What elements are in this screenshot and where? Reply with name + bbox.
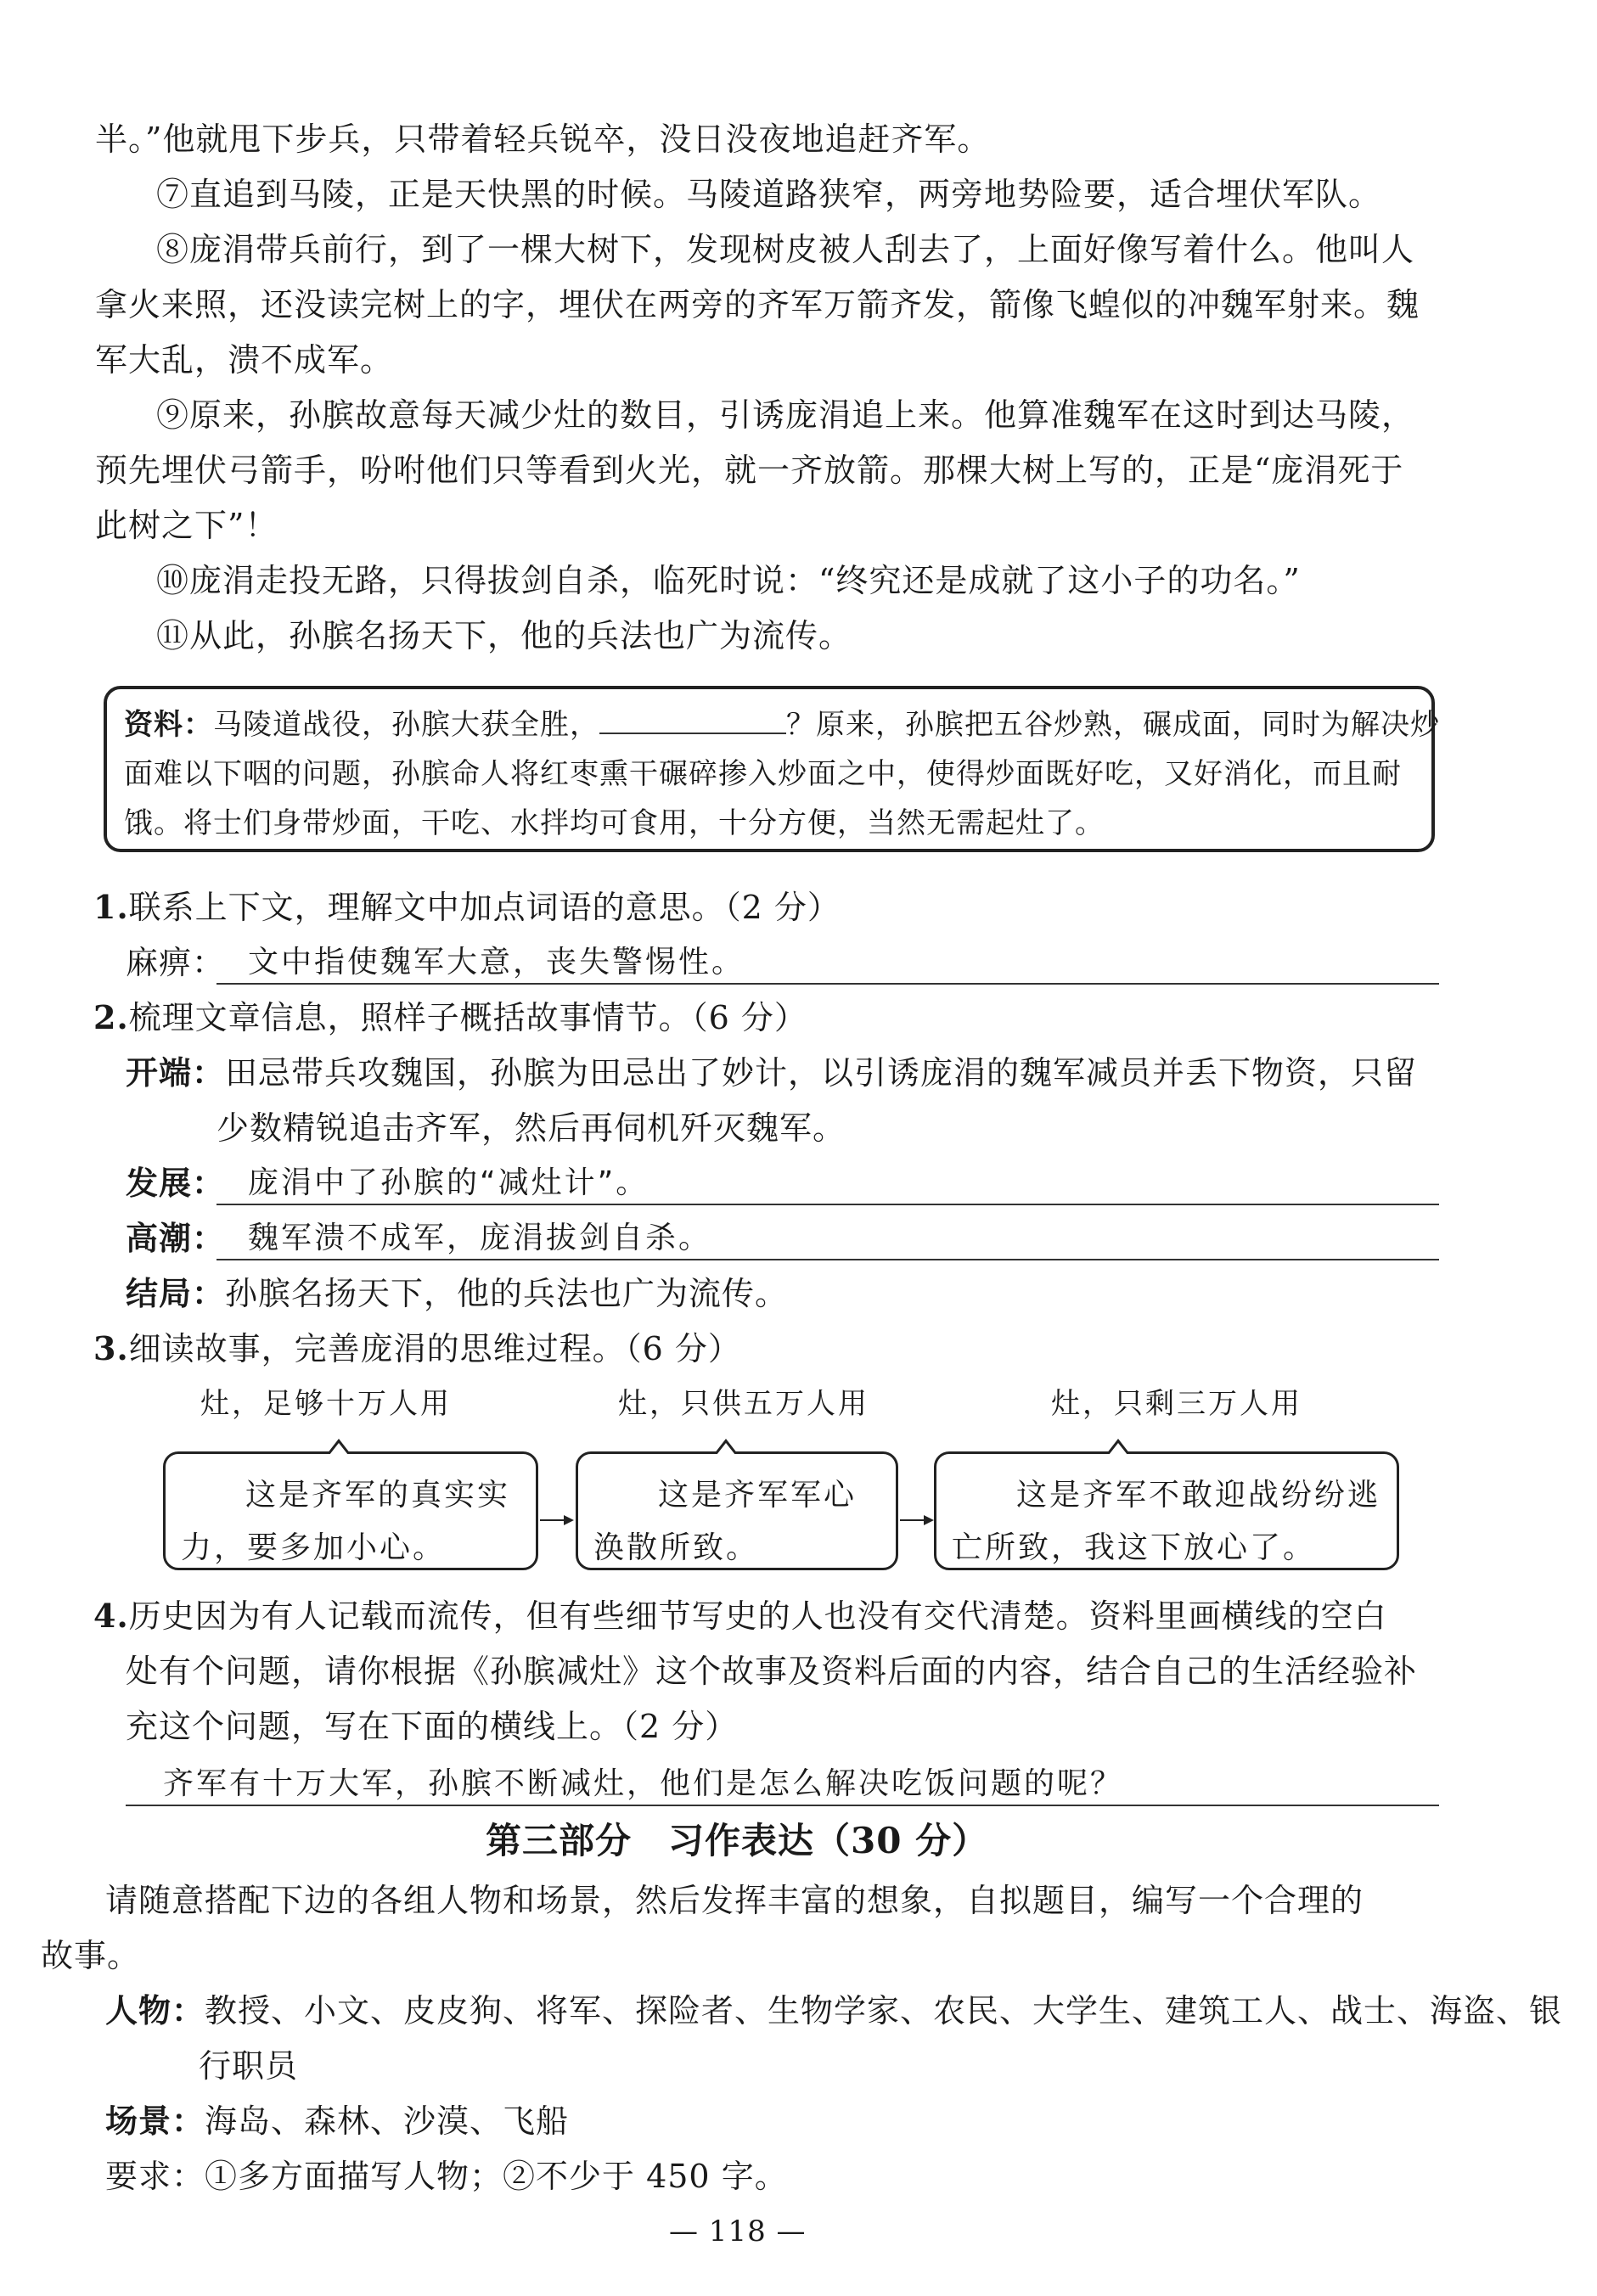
thought-answer-3: 这是齐军不敢迎战纷纷逃亡所致，我这下放心了。 [952, 1478, 1381, 1565]
climax-answer: 魏军溃不成军，庞涓拔剑自杀。 [248, 1221, 712, 1255]
question-4-line-2: 处有个问题，请你根据《孙膑减灶》这个故事及资料后面的内容，结合自己的生活经验补 [126, 1653, 1418, 1690]
scene-label: 场景： [105, 2102, 205, 2140]
thought-text-3 [952, 1469, 1385, 1575]
start-text: 田忌带兵攻魏国，孙膑为田忌出了妙计，以引诱庞涓的魏军减员并丢下物资，只留 [225, 1054, 1418, 1092]
stove-cue-3: 灶，只剩三万人用 [1051, 1387, 1302, 1421]
writing-intro: 请随意搭配下边的各组人物和场景，然后发挥丰富的想象，自拟题目，编写一个合理的 [105, 1882, 1364, 1919]
question-1 [93, 887, 841, 928]
question-text: 历史因为有人记载而流传，但有些细节写史的人也没有交代清楚。资料里画横线的空白 [128, 1597, 1387, 1635]
q1-label: 麻痹： [126, 944, 226, 981]
stove-cue-2: 灶，只供五万人用 [618, 1387, 869, 1421]
material-text: 马陵道战役，孙膑大获全胜， [213, 708, 599, 742]
thought-box-2 [576, 1451, 898, 1570]
question-text: 梳理文章信息，照样子概括故事情节。（6 分） [128, 999, 807, 1036]
material-label: 资料： [124, 708, 213, 742]
flow-arrow-icon [900, 1519, 932, 1521]
q2-ending [126, 1273, 788, 1314]
thought-answer-1: 这是齐军的真实实力，要多加小心。 [181, 1478, 511, 1565]
material-box [104, 686, 1440, 852]
stove-cue-1: 灶，足够十万人用 [200, 1387, 452, 1421]
part-3-title: 第三部分 习作表达（30 分） [486, 1820, 989, 1861]
question-number: 2. [93, 998, 129, 1036]
people-list-cont: 行职员 [199, 2047, 299, 2085]
writing-requirements: 要求：①多方面描写人物；②不少于 450 字。 [105, 2158, 788, 2195]
thought-text-1 [181, 1469, 524, 1575]
story-line: 此树之下”！ [95, 507, 278, 544]
start-label: 开端： [126, 1053, 226, 1092]
story-line: 军大乱，溃不成军。 [95, 341, 394, 379]
answer-underline [216, 983, 1439, 985]
answer-underline [216, 1204, 1439, 1205]
ending-text: 孙膑名扬天下，他的兵法也广为流传。 [225, 1275, 789, 1312]
question-3 [93, 1328, 741, 1369]
q4-answer: 齐军有十万大军，孙膑不断减灶，他们是怎么解决吃饭问题的呢？ [163, 1766, 1124, 1801]
material-line-1 [124, 701, 1440, 749]
story-paragraph-7: ⑦直追到马陵，正是天快黑的时候。马陵道路狭窄，两旁地势险要，适合埋伏军队。 [156, 176, 1382, 213]
people-list [105, 1990, 1562, 2031]
question-text: 联系上下文，理解文中加点词语的意思。（2 分） [128, 889, 841, 926]
development-answer: 庞涓中了孙膑的“减灶计”。 [248, 1165, 649, 1200]
story-paragraph-11: ⑪从此，孙膑名扬天下，他的兵法也广为流传。 [156, 617, 852, 654]
thought-box-1 [163, 1451, 538, 1570]
q1-answer: 文中指使魏军大意，丧失警惕性。 [248, 945, 745, 980]
material-blank [599, 704, 786, 734]
question-number: 3. [93, 1329, 129, 1367]
story-line: 半。”他就甩下步兵，只带着轻兵锐卒，没日没夜地追赶齐军。 [95, 121, 991, 158]
flow-arrow-icon [540, 1519, 572, 1521]
page-number: — 118 — [669, 2215, 807, 2248]
material-text: ？原来，孙膑把五谷炒熟，碾成面，同时为解决炒 [786, 708, 1440, 742]
story-paragraph-8: ⑧庞涓带兵前行，到了一棵大树下，发现树皮被人刮去了，上面好像写着什么。他叫人 [156, 231, 1415, 268]
question-4 [93, 1596, 1387, 1636]
material-line-2: 面难以下咽的问题，孙膑命人将红枣熏干碾碎掺入炒面之中，使得炒面既好吃，又好消化，而且耐 [124, 757, 1402, 791]
q2-start [126, 1053, 1417, 1093]
people-text: 教授、小文、皮皮狗、将军、探险者、生物学家、农民、大学生、建筑工人、战士、海盗、银 [205, 1992, 1563, 2029]
development-label: 发展： [126, 1164, 226, 1202]
writing-intro-cont: 故事。 [41, 1937, 141, 1974]
question-number: 4. [93, 1597, 129, 1635]
ending-label: 结局： [126, 1274, 226, 1312]
story-line: 拿火来照，还没读完树上的字，埋伏在两旁的齐军万箭齐发，箭像飞蝗似的冲魏军射来。魏 [95, 286, 1420, 323]
story-paragraph-10: ⑩庞涓走投无路，只得拔剑自杀，临死时说：“终究还是成就了这小子的功名。” [156, 562, 1301, 599]
story-paragraph-9: ⑨原来，孙膑故意每天减少灶的数目，引诱庞涓追上来。他算准魏军在这时到达马陵， [156, 396, 1415, 434]
thought-answer-2: 这是齐军军心涣散所致。 [593, 1478, 858, 1565]
question-4-line-3: 充这个问题，写在下面的横线上。（2 分） [126, 1708, 739, 1745]
scene-list [105, 2101, 569, 2142]
answer-underline [126, 1805, 1439, 1806]
story-line: 预先埋伏弓箭手，吩咐他们只等看到火光，就一齐放箭。那棵大树上写的，正是“庞涓死于 [95, 452, 1404, 489]
question-2 [93, 997, 807, 1038]
climax-label: 高潮： [126, 1219, 226, 1257]
question-number: 1. [93, 888, 129, 926]
thought-box-3 [934, 1451, 1399, 1570]
start-text-cont: 少数精锐追击齐军，然后再伺机歼灭魏军。 [216, 1109, 846, 1147]
people-label: 人物： [105, 1991, 205, 2029]
scene-text: 海岛、森林、沙漠、飞船 [205, 2102, 570, 2140]
question-text: 细读故事，完善庞涓的思维过程。（6 分） [128, 1330, 741, 1367]
thought-text-2 [593, 1469, 884, 1575]
material-line-3: 饿。将士们身带炒面，干吃、水拌均可食用，十分方便，当然无需起灶了。 [124, 806, 1105, 840]
answer-underline [216, 1259, 1439, 1260]
